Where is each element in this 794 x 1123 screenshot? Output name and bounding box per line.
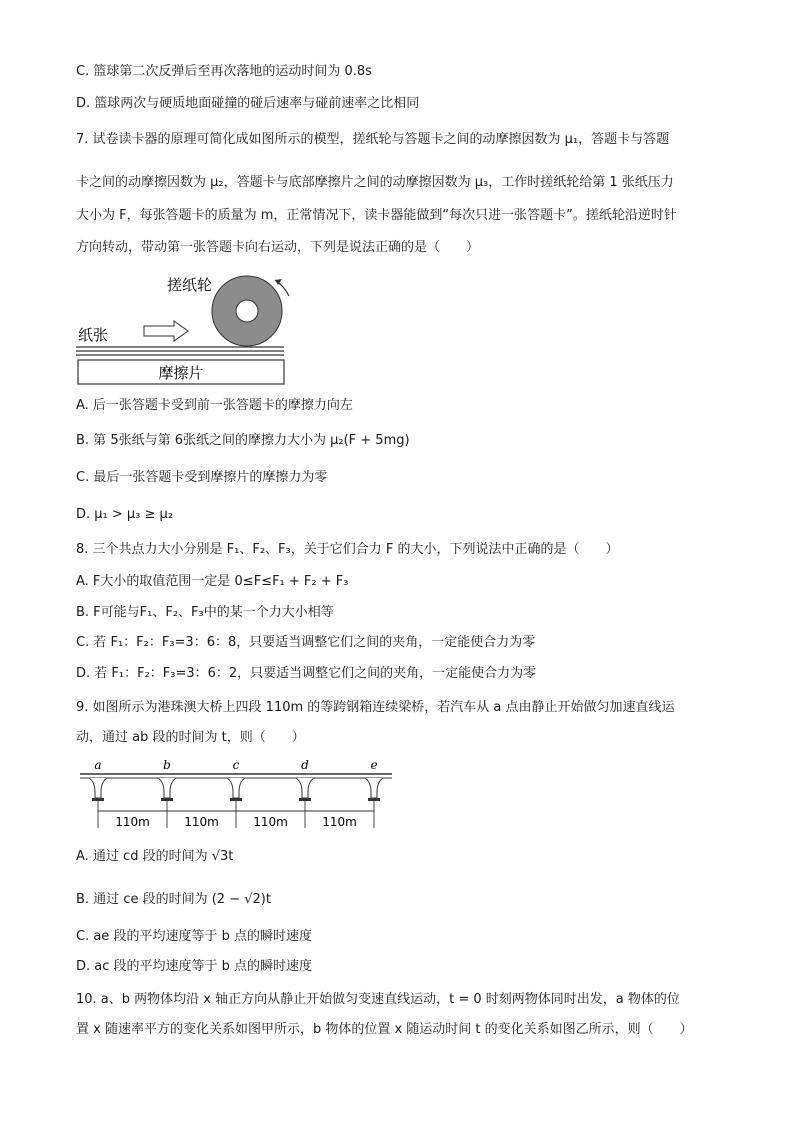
right-arrow-icon [144,321,188,341]
q10-stem-line-1: 10. a、b 两物体均沿 x 轴正方向从静止开始做匀变速直线运动，t = 0 时刻两物体同时出发，a 物体的位 [76,992,680,1007]
bridge-pier [89,778,107,798]
pad-label: 摩擦片 [158,364,204,382]
bridge-point-label: c [232,758,240,772]
bridge-point-label: d [301,758,309,772]
q7-stem-line-2: 卡之间的动摩擦因数为 μ₂，答题卡与底部摩擦片之间的动摩擦因数为 μ₃，工作时搓纸轮给第 1 张纸压力 [76,175,674,190]
q7-stem-line-3: 大小为 F，每张答题卡的质量为 m，正常情况下，读卡器能做到“每次只进一张答题卡”。搓纸轮沿逆时针 [76,208,677,223]
q8-stem: 8. 三个共点力大小分别是 F₁、F₂、F₃，关于它们合力 F 的大小，下列说法中正确的是（ ） [76,542,619,557]
span-length-label: 110m [322,815,357,829]
bridge-pier [365,778,383,798]
bridge-pier-base [92,798,104,801]
q9-option-a: A. 通过 cd 段的时间为 √3t [76,849,234,864]
bridge-point-label: a [94,758,102,772]
q7-option-a: A. 后一张答题卡受到前一张答题卡的摩擦力向左 [76,398,353,413]
bridge-pier-base [230,798,242,801]
q7-stem-line-4: 方向转动，带动第一张答题卡向右运动，下列是说法正确的是（ ） [76,240,480,255]
q9-option-c: C. ae 段的平均速度等于 b 点的瞬时速度 [76,929,312,944]
q8-option-a: A. F大小的取值范围一定是 0≤F≤F₁ + F₂ + F₃ [76,574,349,589]
q10-stem-line-2: 置 x 随速率平方的变化关系如图甲所示，b 物体的位置 x 随运动时间 t 的变化关系如图乙所示，则（ ） [76,1022,693,1037]
q9-option-b: B. 通过 ce 段的时间为 (2 − √2)t [76,892,271,907]
q7-option-b: B. 第 5张纸与第 6张纸之间的摩擦力大小为 μ₂(F + 5mg) [76,433,410,448]
paper-label: 纸张 [78,326,109,344]
q9-stem-line-1: 9. 如图所示为港珠澳大桥上四段 110m 的等跨钢箱连续梁桥，若汽车从 a 点由静止开始做匀加速直线运 [76,700,675,715]
q7-option-c: C. 最后一张答题卡受到摩擦片的摩擦力为零 [76,470,328,485]
span-length-label: 110m [184,815,219,829]
q7-option-d: D. μ₁ > μ₃ ≥ μ₂ [76,507,174,522]
q8-option-b: B. F可能与F₁、F₂、F₃中的某一个力大小相等 [76,605,334,620]
span-length-label: 110m [253,815,288,829]
bridge-pier-base [368,798,380,801]
q7-stem-line-1: 7. 试卷读卡器的原理可简化成如图所示的模型，搓纸轮与答题卡之间的动摩擦因数为 μ₁，答题卡与答题 [76,132,670,147]
q9-stem-line-2: 动，通过 ab 段的时间为 t，则（ ） [76,730,305,745]
bridge-point-label: b [163,758,171,772]
bridge-pier-base [161,798,173,801]
roller-label: 搓纸轮 [167,276,213,294]
roller-icon [212,276,282,346]
bridge-point-label: e [370,758,378,772]
q8-option-d: D. 若 F₁：F₂：F₃=3：6：2，只要适当调整它们之间的夹角，一定能使合力为零 [76,666,537,681]
bridge-pier [158,778,176,798]
q6-option-c: C. 篮球第二次反弹后至再次落地的运动时间为 0.8s [76,64,372,79]
span-length-label: 110m [115,815,150,829]
q8-option-c: C. 若 F₁：F₂：F₃=3：6：8，只要适当调整它们之间的夹角，一定能使合力为零 [76,635,536,650]
card-reader-figure [70,268,310,388]
q9-option-d: D. ac 段的平均速度等于 b 点的瞬时速度 [76,959,313,974]
bridge-pier [227,778,245,798]
bridge-pier [296,778,314,798]
q6-option-d: D. 篮球两次与硬质地面碰撞的碰后速率与碰前速率之比相同 [76,96,420,111]
bridge-pier-base [299,798,311,801]
bridge-figure [76,758,396,834]
